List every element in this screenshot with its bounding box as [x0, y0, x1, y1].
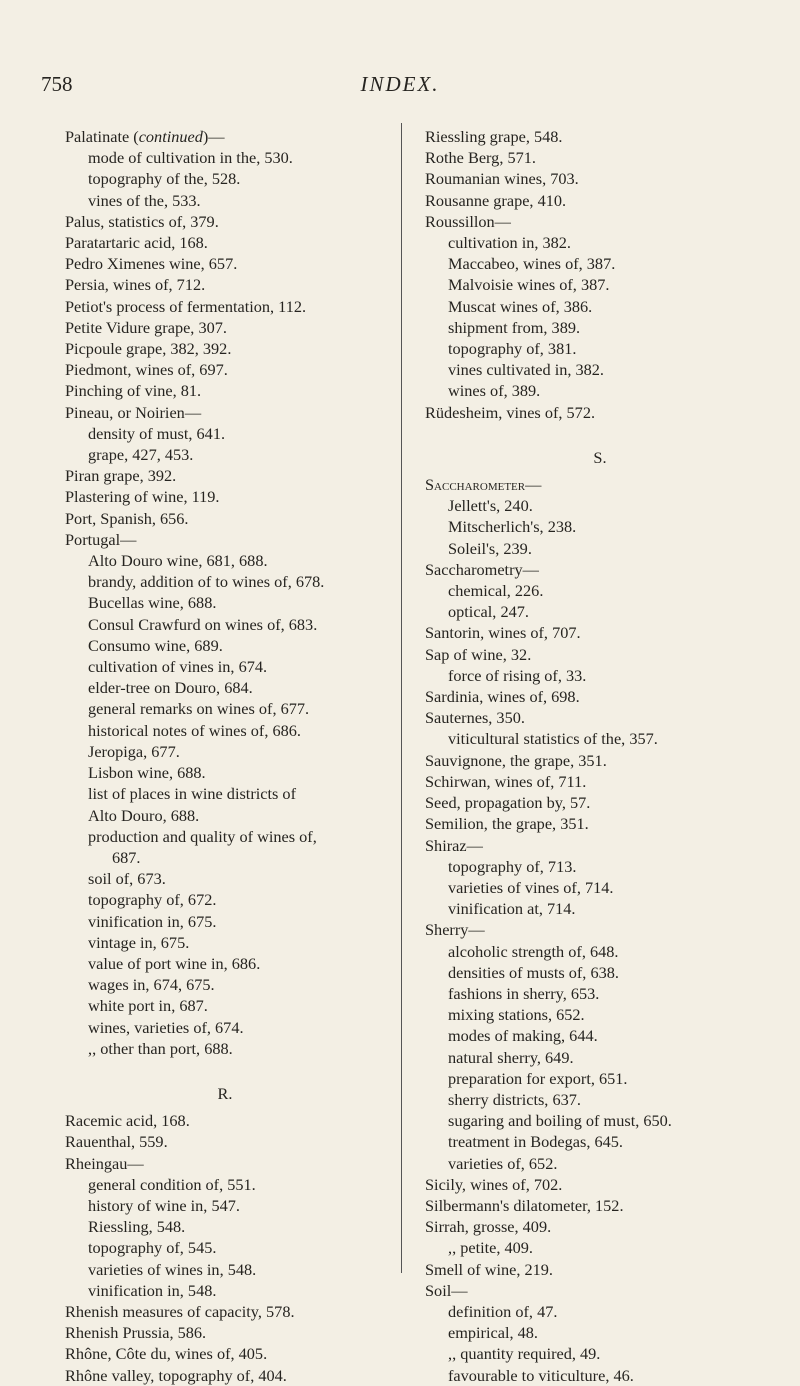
index-entry: Riessling grape, 548. [425, 127, 563, 146]
index-column-right [425, 126, 775, 1386]
index-subentry: grape, 427, 453. [88, 445, 194, 465]
index-entry: Silbermann's dilatometer, 152. [425, 1195, 624, 1215]
index-entry: Rauenthal, 559. [65, 1132, 168, 1152]
index-subentry: viticultural statistics of the, 357. [448, 729, 658, 749]
index-column-left [65, 126, 385, 1386]
index-subentry: fashions in sherry, 653. [448, 983, 600, 1003]
index-subentry: Soleil's, 239. [448, 538, 532, 558]
section-letter-heading: S. [593, 447, 607, 467]
index-subentry: optical, 247. [448, 602, 529, 622]
index-subentry: vinification in, 548. [88, 1280, 217, 1300]
column-divider [401, 123, 402, 1273]
index-subentry: Alto Douro wine, 681, 688. [88, 551, 268, 571]
index-subentry: soil of, 673. [88, 869, 166, 889]
index-subentry: ,, other than port, 688. [88, 1038, 233, 1058]
index-subentry: alcoholic strength of, 648. [448, 941, 619, 961]
section-letter-heading: R. [217, 1083, 233, 1103]
index-subentry: preparation for export, 651. [448, 1068, 628, 1088]
index-subentry: vinification at, 714. [448, 899, 576, 919]
index-subentry: wines of, 389. [448, 381, 541, 401]
index-subentry: ,, petite, 409. [448, 1238, 534, 1258]
index-subentry: Riessling, 548. [88, 1217, 186, 1237]
index-subentry: vinification in, 675. [88, 911, 217, 931]
index-entry: Rousanne grape, 410. [425, 190, 567, 210]
index-subentry: 687. [112, 847, 141, 867]
page-number: 758 [41, 72, 73, 96]
index-entry: Picpoule grape, 382, 392. [65, 339, 232, 359]
index-entry: Petite Vidure grape, 307. [65, 317, 227, 337]
index-entry: Sirrah, grosse, 409. [425, 1217, 552, 1237]
index-subentry: Jeropiga, 677. [88, 741, 180, 761]
index-subentry: topography of the, 528. [88, 169, 241, 189]
index-subentry: Consul Crawfurd on wines of, 683. [88, 614, 318, 634]
index-entry: Rüdesheim, vines of, 572. [425, 402, 596, 422]
index-subentry: Lisbon wine, 688. [88, 763, 206, 783]
index-subentry: topography of, 545. [88, 1238, 217, 1258]
index-entry: Seed, propagation by, 57. [425, 793, 591, 813]
index-subentry: Alto Douro, 688. [88, 805, 200, 825]
index-entry: Pinching of vine, 81. [65, 381, 202, 401]
index-entry: Paratartaric acid, 168. [65, 233, 208, 253]
index-entry: Sardinia, wines of, 698. [425, 687, 580, 707]
index-subentry: varieties of vines of, 714. [448, 877, 614, 897]
index-subentry: varieties of, 652. [448, 1153, 558, 1173]
index-entry: Rhenish Prussia, 586. [65, 1323, 207, 1343]
index-subentry: wages in, 674, 675. [88, 975, 215, 995]
index-entry: Petiot's process of fermentation, 112. [65, 296, 307, 316]
index-subentry: brandy, addition of to wines of, 678. [88, 572, 325, 592]
index-subentry: topography of, 713. [448, 856, 577, 876]
index-entry: Plastering of wine, 119. [65, 487, 220, 507]
index-subentry: elder-tree on Douro, 684. [88, 678, 253, 698]
index-entry: Rhenish measures of capacity, 578. [65, 1301, 295, 1321]
index-subentry: general remarks on wines of, 677. [88, 699, 310, 719]
index-subentry: Muscat wines of, 386. [448, 296, 593, 316]
index-entry: Santorin, wines of, 707. [425, 623, 581, 643]
index-subentry: cultivation of vines in, 674. [88, 657, 268, 677]
index-entry: Palatinate (continued)— [65, 127, 225, 146]
page-header [0, 72, 800, 102]
index-subentry: varieties of wines in, 548. [88, 1259, 257, 1279]
index-entry: Portugal— [65, 529, 137, 549]
index-entry: Piran grape, 392. [65, 466, 177, 486]
index-entry: Pineau, or Noirien— [65, 402, 202, 422]
index-subentry: Bucellas wine, 688. [88, 593, 217, 613]
index-subentry: Consumo wine, 689. [88, 635, 223, 655]
index-subentry: Jellett's, 240. [448, 496, 533, 516]
index-subentry: force of rising of, 33. [448, 665, 587, 685]
index-subentry: densities of musts of, 638. [448, 962, 619, 982]
index-subentry: vintage in, 675. [88, 932, 190, 952]
index-subentry: chemical, 226. [448, 581, 544, 601]
index-subentry: Maccabeo, wines of, 387. [448, 254, 616, 274]
index-subentry: shipment from, 389. [448, 317, 581, 337]
index-subentry: sherry districts, 637. [448, 1089, 581, 1109]
index-entry: Rothe Berg, 571. [425, 148, 536, 168]
index-entry: Smell of wine, 219. [425, 1259, 553, 1279]
index-entry: Port, Spanish, 656. [65, 508, 189, 528]
index-subentry: Mitscherlich's, 238. [448, 517, 577, 537]
index-subentry: cultivation in, 382. [448, 233, 571, 253]
index-entry: Roumanian wines, 703. [425, 169, 579, 189]
index-subentry: Malvoisie wines of, 387. [448, 275, 610, 295]
index-subentry: natural sherry, 649. [448, 1047, 574, 1067]
index-entry: Racemic acid, 168. [65, 1111, 190, 1131]
index-subentry: white port in, 687. [88, 996, 208, 1016]
index-entry: Sap of wine, 32. [425, 644, 532, 664]
index-subentry: value of port wine in, 686. [88, 953, 261, 973]
index-subentry: mode of cultivation in the, 530. [88, 148, 293, 168]
index-entry: Persia, wines of, 712. [65, 275, 206, 295]
index-entry: Sauvignone, the grape, 351. [425, 750, 607, 770]
index-entry: Sicily, wines of, 702. [425, 1174, 563, 1194]
page-title: INDEX. [360, 72, 440, 96]
index-subentry: mixing stations, 652. [448, 1005, 585, 1025]
index-subentry: list of places in wine districts of [88, 784, 296, 804]
index-subentry: favourable to viticulture, 46. [448, 1365, 634, 1385]
index-subentry: treatment in Bodegas, 645. [448, 1132, 623, 1152]
index-entry: Soil— [425, 1280, 468, 1300]
index-subentry: vines of the, 533. [88, 190, 201, 210]
index-entry: Sherry— [425, 920, 485, 940]
index-entry: Roussillon— [425, 211, 511, 231]
index-entry: Rhône valley, topography of, 404. [65, 1365, 287, 1385]
index-entry: Pedro Ximenes wine, 657. [65, 254, 238, 274]
index-subentry: sugaring and boiling of must, 650. [448, 1111, 672, 1131]
index-subentry: topography of, 381. [448, 339, 577, 359]
section-gap [425, 423, 775, 437]
index-subentry: historical notes of wines of, 686. [88, 720, 301, 740]
index-entry: Palus, statistics of, 379. [65, 211, 219, 231]
index-subentry: ,, quantity required, 49. [448, 1344, 601, 1364]
section-gap [65, 1059, 385, 1073]
index-entry: Rhône, Côte du, wines of, 405. [65, 1344, 268, 1364]
index-entry: Semilion, the grape, 351. [425, 814, 589, 834]
index-subentry: history of wine in, 547. [88, 1195, 240, 1215]
index-subentry: general condition of, 551. [88, 1174, 256, 1194]
index-entry: Saccharometer— [425, 475, 542, 495]
index-subentry: empirical, 48. [448, 1323, 538, 1343]
index-subentry: density of must, 641. [88, 423, 226, 443]
index-entry: Saccharometry— [425, 559, 539, 579]
index-entry: Sauternes, 350. [425, 708, 525, 728]
index-subentry: wines, varieties of, 674. [88, 1017, 244, 1037]
index-subentry: production and quality of wines of, [88, 826, 317, 846]
index-entry: Piedmont, wines of, 697. [65, 360, 228, 380]
index-subentry: vines cultivated in, 382. [448, 360, 604, 380]
index-entry: Schirwan, wines of, 711. [425, 771, 587, 791]
index-subentry: definition of, 47. [448, 1301, 558, 1321]
index-entry: Rheingau— [65, 1153, 144, 1173]
index-subentry: topography of, 672. [88, 890, 217, 910]
index-entry: Shiraz— [425, 835, 483, 855]
index-subentry: modes of making, 644. [448, 1026, 598, 1046]
